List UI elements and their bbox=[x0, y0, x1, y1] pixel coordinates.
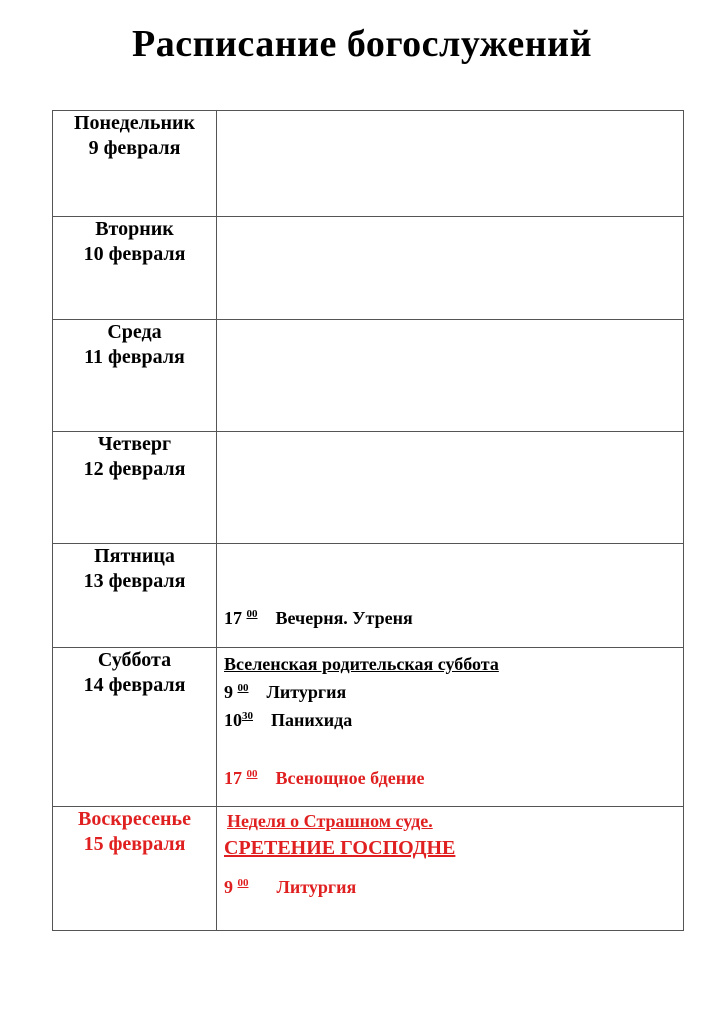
day-cell bbox=[53, 544, 217, 648]
page-title: Расписание богослужений bbox=[132, 23, 592, 65]
day-cell bbox=[53, 648, 217, 807]
services-cell bbox=[217, 217, 684, 320]
date: 11 февраля bbox=[84, 346, 185, 368]
service-liturgy: 9 $^{00}$ Литургия bbox=[224, 877, 357, 897]
schedule-table bbox=[52, 110, 684, 931]
weekday: Суббота bbox=[97, 649, 172, 671]
services-cell bbox=[217, 111, 684, 217]
table-row bbox=[53, 648, 684, 807]
day-cell bbox=[53, 111, 217, 217]
service-all-night-vigil: 17 $^{00}$ Всенощное бдение bbox=[224, 768, 425, 788]
table-row bbox=[53, 217, 684, 320]
service-vespers-matins: 17 $^{00}$ Вечерня. Утреня bbox=[224, 608, 413, 628]
day-cell bbox=[53, 217, 217, 320]
services-cell bbox=[217, 648, 684, 807]
date: 13 февраля bbox=[83, 570, 186, 592]
weekday: Воскресенье bbox=[78, 808, 191, 830]
service-panikhida: $10^{30}$ Панихида bbox=[224, 710, 353, 730]
weekday: Вторник bbox=[95, 218, 174, 240]
date: 14 февраля bbox=[83, 674, 186, 696]
services-cell bbox=[217, 544, 684, 648]
services-cell bbox=[217, 320, 684, 432]
sunday-heading: Неделя о Страшном суде. bbox=[227, 811, 433, 831]
service-liturgy: 9 $^{00}$ Литургия bbox=[224, 682, 347, 702]
table-row bbox=[53, 432, 684, 544]
weekday: Четверг bbox=[97, 433, 172, 455]
date: 9 февраля bbox=[88, 137, 181, 159]
weekday: Пятница bbox=[94, 545, 175, 567]
table-row bbox=[53, 544, 684, 648]
weekday: Понедельник bbox=[73, 112, 196, 134]
date: 12 февраля bbox=[83, 458, 186, 480]
weekday: Среда bbox=[107, 321, 162, 343]
date: 10 февраля bbox=[83, 243, 186, 265]
table-row bbox=[53, 320, 684, 432]
saturday-heading: Вселенская родительская суббота bbox=[224, 654, 499, 674]
date: 15 февраля bbox=[83, 833, 186, 855]
table-row bbox=[53, 807, 684, 931]
services-cell bbox=[217, 432, 684, 544]
day-cell bbox=[53, 807, 217, 931]
day-cell bbox=[53, 320, 217, 432]
services-cell bbox=[217, 807, 684, 931]
day-cell bbox=[53, 432, 217, 544]
feast-title: СРЕТЕНИЕ ГОСПОДНЕ bbox=[224, 837, 456, 859]
table-row bbox=[53, 111, 684, 217]
